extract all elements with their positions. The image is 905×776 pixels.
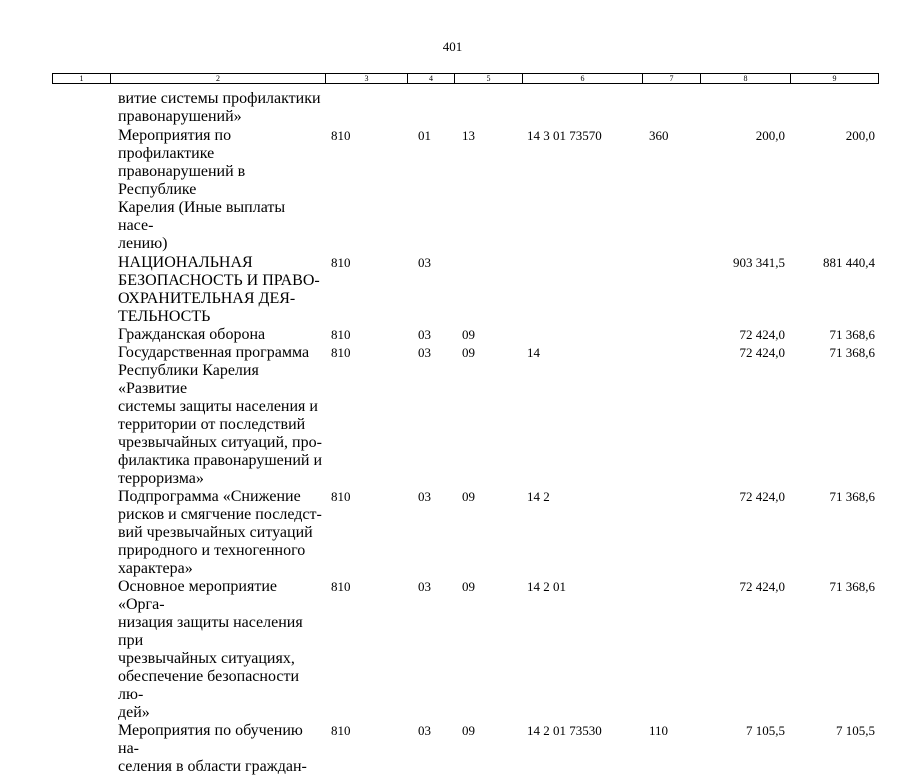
- table-header: [52, 73, 879, 84]
- row-name: витие системы профилактики правонарушений»: [118, 90, 321, 125]
- cell-6: 14 2 01: [527, 579, 566, 594]
- cell-9: 200,0: [845, 128, 875, 143]
- table-row: [0, 326, 905, 344]
- cell-5: 13: [462, 128, 475, 143]
- header-col-9: 9: [790, 74, 878, 83]
- table-row: [0, 90, 905, 126]
- table-row: [0, 344, 905, 488]
- row-name: Мероприятия по профилактике правонарушений в Республике Карелия (Иные выплаты насе- лению): [118, 127, 286, 252]
- cell-8: 72 424,0: [739, 345, 785, 360]
- cell-3: 810: [331, 723, 351, 738]
- cell-8: 200,0: [755, 128, 785, 143]
- header-col-5: 5: [454, 74, 522, 83]
- cell-8: 903 341,5: [733, 255, 785, 270]
- row-name: Государственная программа Республики Карелия «Развитие системы защиты населения и территории от последствий чрезвычайных ситуаций, про- филактика правонарушений и терроризма»: [118, 344, 322, 487]
- cell-4: 03: [418, 489, 431, 504]
- header-col-3: 3: [325, 74, 407, 83]
- cell-8: 72 424,0: [739, 579, 785, 594]
- cell-5: 09: [462, 579, 475, 594]
- table-body: [0, 90, 905, 776]
- cell-4: 03: [418, 255, 431, 270]
- row-name: Подпрограмма «Снижение рисков и смягчение последст- вий чрезвычайных ситуаций природного и техногенного характера»: [118, 488, 322, 577]
- cell-4: 03: [418, 723, 431, 738]
- header-col-7: 7: [642, 74, 700, 83]
- cell-6: 14 3 01 73570: [527, 128, 602, 143]
- cell-4: 03: [418, 579, 431, 594]
- row-name: Гражданская оборона: [118, 326, 266, 343]
- cell-9: 71 368,6: [829, 345, 875, 360]
- table-row: [0, 578, 905, 722]
- cell-6: 14 2: [527, 489, 550, 504]
- cell-8: 72 424,0: [739, 489, 785, 504]
- cell-8: 7 105,5: [746, 723, 785, 738]
- cell-7: 360: [649, 128, 669, 143]
- row-name: Основное мероприятие «Орга- низация защиты населения при чрезвычайных ситуациях, обеспечение безопасности лю- дей»: [118, 578, 303, 721]
- cell-3: 810: [331, 489, 351, 504]
- cell-9: 71 368,6: [829, 327, 875, 342]
- cell-4: 03: [418, 345, 431, 360]
- cell-9: 71 368,6: [829, 489, 875, 504]
- cell-3: 810: [331, 345, 351, 360]
- cell-3: 810: [331, 255, 351, 270]
- table-row: [0, 254, 905, 326]
- table-row: [0, 488, 905, 578]
- cell-3: 810: [331, 128, 351, 143]
- cell-4: 03: [418, 327, 431, 342]
- header-col-2: 2: [110, 74, 325, 83]
- cell-5: 09: [462, 327, 475, 342]
- header-col-4: 4: [407, 74, 454, 83]
- table-row: [0, 127, 905, 253]
- cell-3: 810: [331, 579, 351, 594]
- header-col-8: 8: [700, 74, 790, 83]
- cell-7: 110: [649, 723, 669, 738]
- cell-4: 01: [418, 128, 431, 143]
- cell-9: 881 440,4: [823, 255, 875, 270]
- cell-5: 09: [462, 723, 475, 738]
- table-row: [0, 722, 905, 776]
- cell-9: 7 105,5: [836, 723, 875, 738]
- header-col-6: 6: [522, 74, 642, 83]
- cell-8: 72 424,0: [739, 327, 785, 342]
- row-name: Мероприятия по обучению на- селения в области граждан-: [118, 722, 307, 775]
- cell-9: 71 368,6: [829, 579, 875, 594]
- cell-5: 09: [462, 489, 475, 504]
- header-col-1: 1: [79, 74, 84, 83]
- page-number: 401: [442, 39, 463, 54]
- cell-6: 14: [527, 345, 540, 360]
- cell-5: 09: [462, 345, 475, 360]
- row-name: НАЦИОНАЛЬНАЯ БЕЗОПАСНОСТЬ И ПРАВО- ОХРАНИТЕЛЬНАЯ ДЕЯ- ТЕЛЬНОСТЬ: [118, 254, 320, 325]
- cell-3: 810: [331, 327, 351, 342]
- cell-6: 14 2 01 73530: [527, 723, 602, 738]
